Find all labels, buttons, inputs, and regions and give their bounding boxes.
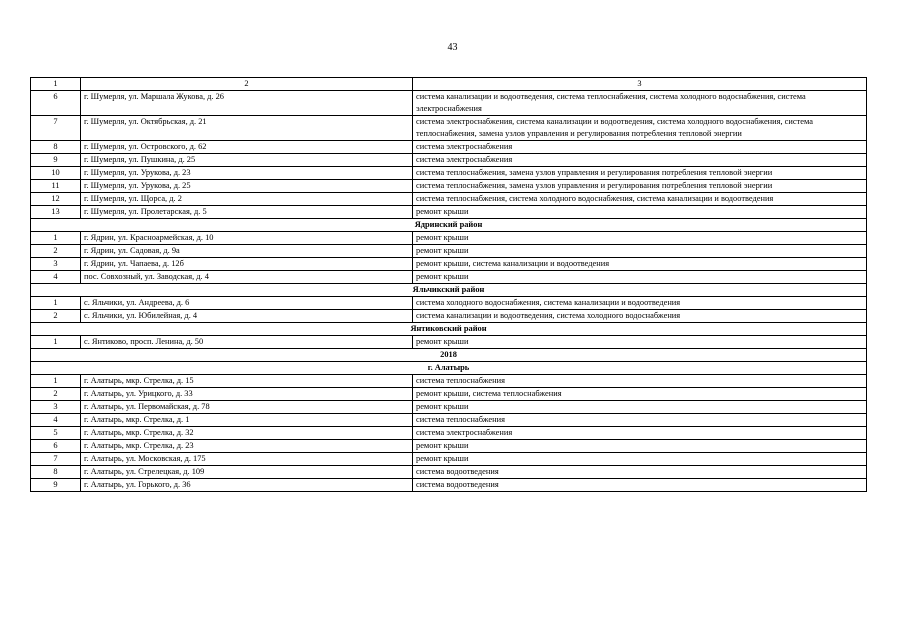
row-works: ремонт крыши, система теплоснабжения: [413, 388, 867, 401]
table-row: [31, 245, 867, 258]
table-row: [31, 466, 867, 479]
table-row: [31, 479, 867, 492]
section-title: г. Алатырь: [31, 362, 867, 375]
row-address: г. Ядрин, ул. Садовая, д. 9а: [81, 245, 413, 258]
table-row: [31, 440, 867, 453]
row-number: 10: [31, 167, 81, 180]
row-number: 4: [31, 414, 81, 427]
row-works: ремонт крыши: [413, 232, 867, 245]
row-number: 8: [31, 141, 81, 154]
table-row: [31, 154, 867, 167]
table-row: [31, 91, 867, 116]
row-works: система электроснабжения: [413, 154, 867, 167]
row-address: г. Шумерля, ул. Островского, д. 62: [81, 141, 413, 154]
row-number: 6: [31, 91, 81, 116]
row-number: 7: [31, 116, 81, 141]
section-title: Яльчикский район: [31, 284, 867, 297]
row-number: 11: [31, 180, 81, 193]
row-works: ремонт крыши: [413, 206, 867, 219]
row-works: система теплоснабжения: [413, 414, 867, 427]
row-address: г. Алатырь, мкр. Стрелка, д. 15: [81, 375, 413, 388]
section-row: [31, 219, 867, 232]
row-number: 4: [31, 271, 81, 284]
row-number: 8: [31, 466, 81, 479]
row-number: 2: [31, 245, 81, 258]
row-works: система теплоснабжения: [413, 375, 867, 388]
row-address: г. Шумерля, ул. Маршала Жукова, д. 26: [81, 91, 413, 116]
row-address: с. Янтиково, просп. Ленина, д. 50: [81, 336, 413, 349]
row-number: 12: [31, 193, 81, 206]
table-row: [31, 180, 867, 193]
row-works: ремонт крыши: [413, 401, 867, 414]
row-address: пос. Совхозный, ул. Заводская, д. 4: [81, 271, 413, 284]
row-address: с. Яльчики, ул. Андреева, д. 6: [81, 297, 413, 310]
row-address: г. Алатырь, ул. Московская, д. 175: [81, 453, 413, 466]
table-row: [31, 167, 867, 180]
section-row: [31, 349, 867, 362]
row-number: 3: [31, 258, 81, 271]
row-works: система водоотведения: [413, 479, 867, 492]
column-header-number: 1: [31, 78, 81, 91]
row-number: 3: [31, 401, 81, 414]
row-number: 9: [31, 154, 81, 167]
table-row: [31, 427, 867, 440]
row-works: ремонт крыши: [413, 245, 867, 258]
row-works: система холодного водоснабжения, система канализации и водоотведения: [413, 297, 867, 310]
table-row: [31, 116, 867, 141]
row-number: 1: [31, 232, 81, 245]
table-row: [31, 193, 867, 206]
table-row: [31, 310, 867, 323]
table-row: [31, 401, 867, 414]
row-works: система канализации и водоотведения, система холодного водоснабжения: [413, 310, 867, 323]
section-row: [31, 284, 867, 297]
row-works: система теплоснабжения, замена узлов управления и регулирования потребления тепловой энергии: [413, 167, 867, 180]
table-row: [31, 206, 867, 219]
row-address: г. Шумерля, ул. Пролетарская, д. 5: [81, 206, 413, 219]
row-works: система электроснабжения: [413, 141, 867, 154]
row-address: г. Ядрин, ул. Чапаева, д. 12б: [81, 258, 413, 271]
row-number: 1: [31, 297, 81, 310]
row-address: г. Шумерля, ул. Щорса, д. 2: [81, 193, 413, 206]
registry-table: [30, 77, 867, 492]
row-works: система электроснабжения: [413, 427, 867, 440]
row-works: система водоотведения: [413, 466, 867, 479]
row-number: 1: [31, 336, 81, 349]
row-number: 9: [31, 479, 81, 492]
row-number: 2: [31, 388, 81, 401]
row-number: 2: [31, 310, 81, 323]
row-works: система теплоснабжения, система холодного водоснабжения, система канализации и водоотведения: [413, 193, 867, 206]
section-row: [31, 362, 867, 375]
table-row: [31, 336, 867, 349]
row-works: ремонт крыши, система канализации и водоотведения: [413, 258, 867, 271]
table-row: [31, 414, 867, 427]
row-address: с. Яльчики, ул. Юбилейная, д. 4: [81, 310, 413, 323]
row-number: 7: [31, 453, 81, 466]
section-title: Янтиковский район: [31, 323, 867, 336]
row-address: г. Алатырь, мкр. Стрелка, д. 1: [81, 414, 413, 427]
row-address: г. Шумерля, ул. Урукова, д. 23: [81, 167, 413, 180]
table-row: [31, 297, 867, 310]
row-address: г. Шумерля, ул. Октябрьская, д. 21: [81, 116, 413, 141]
page-number: 43: [447, 42, 458, 53]
row-address: г. Алатырь, ул. Урицкого, д. 33: [81, 388, 413, 401]
section-title: Ядринский район: [31, 219, 867, 232]
table-row: [31, 453, 867, 466]
row-works: система электроснабжения, система канализации и водоотведения, система холодного водоснабжения, система теплоснабжения, замена узлов управления и регулирования потребления тепловой энергии: [413, 116, 867, 141]
row-number: 13: [31, 206, 81, 219]
row-address: г. Алатырь, ул. Горького, д. 36: [81, 479, 413, 492]
table-row: [31, 375, 867, 388]
row-works: ремонт крыши: [413, 271, 867, 284]
row-address: г. Алатырь, ул. Первомайская, д. 78: [81, 401, 413, 414]
row-address: г. Ядрин, ул. Красноармейская, д. 10: [81, 232, 413, 245]
row-works: ремонт крыши: [413, 440, 867, 453]
row-works: ремонт крыши: [413, 336, 867, 349]
table-row: [31, 258, 867, 271]
column-header-address: 2: [81, 78, 413, 91]
table-row: [31, 271, 867, 284]
row-number: 5: [31, 427, 81, 440]
section-row: [31, 323, 867, 336]
row-address: г. Алатырь, ул. Стрелецкая, д. 109: [81, 466, 413, 479]
row-address: г. Шумерля, ул. Пушкина, д. 25: [81, 154, 413, 167]
row-works: система канализации и водоотведения, система теплоснабжения, система холодного водоснабжения, система электроснабжения: [413, 91, 867, 116]
row-number: 6: [31, 440, 81, 453]
row-number: 1: [31, 375, 81, 388]
row-works: система теплоснабжения, замена узлов управления и регулирования потребления тепловой энергии: [413, 180, 867, 193]
table-row: [31, 141, 867, 154]
row-address: г. Алатырь, мкр. Стрелка, д. 32: [81, 427, 413, 440]
row-address: г. Алатырь, мкр. Стрелка, д. 23: [81, 440, 413, 453]
column-header-works: 3: [413, 78, 867, 91]
row-address: г. Шумерля, ул. Урукова, д. 25: [81, 180, 413, 193]
section-title: 2018: [31, 349, 867, 362]
table-row: [31, 232, 867, 245]
table-row: [31, 388, 867, 401]
row-works: ремонт крыши: [413, 453, 867, 466]
header-row: [31, 78, 867, 91]
